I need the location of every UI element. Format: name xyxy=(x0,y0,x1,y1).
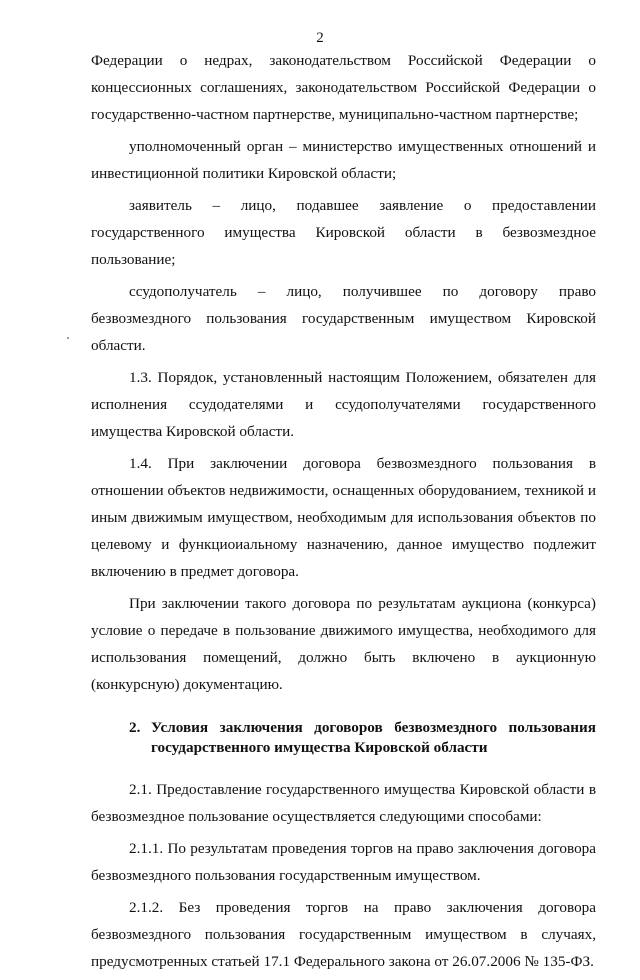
document-body xyxy=(91,47,596,980)
paragraph-continuation: Федерации о недрах, законодательством Российской Федерации о концессионных соглашениях, законодательством Российской Федерации о государственно-частном партнерстве, муниципально-частном партнерстве; xyxy=(91,52,596,123)
paragraph-auction-condition: При заключении такого договора по результатам аукциона (конкурса) условие о передаче в пользование движимого имущества, необходимого для использования помещений, должно быть включено в аукционную (конкурсную) документацию. xyxy=(91,595,596,693)
paragraph-2-1-2: 2.1.2. Без проведения торгов на право заключения договора безвозмездного пользования государственным имуществом в случаях, предусмотренных статьей 17.1 Федерального закона от 26.07.2006 № 135-ФЗ. xyxy=(91,899,596,970)
page-number: 2 xyxy=(316,30,324,46)
paragraph-2-1-1: 2.1.1. По результатам проведения торгов на право заключения договора безвозмездного пользования государственным имуществом. xyxy=(91,840,596,884)
section-heading xyxy=(91,718,596,758)
section-number: 2. xyxy=(129,719,141,736)
paragraph-definition-borrower: ссудополучатель – лицо, получившее по договору право безвозмездного пользования государственным имуществом Кировской области. xyxy=(91,283,596,354)
paragraph-1-4: 1.4. При заключении договора безвозмездного пользования в отношении объектов недвижимости, оснащенных оборудованием, техникой и иным движимым имуществом, необходимым для использования объектов по целевому и функциоиальному назначению, данное имущество подлежит включению в предмет договора. xyxy=(91,455,596,580)
paragraph-1-3: 1.3. Порядок, установленный настоящим Положением, обязателен для исполнения ссудодателями и ссудополучателями государственного имущества Кировской области. xyxy=(91,369,596,440)
section-title: Условия заключения договоров безвозмездного пользования государственного имущества Кировской области xyxy=(151,719,596,756)
paragraph-definition-applicant: заявитель – лицо, подавшее заявление о предоставлении государственного имущества Кировской области в безвозмездное пользование; xyxy=(91,197,596,268)
paragraph-definition-authorized-body: уполномоченный орган – министерство имущественных отношений и инвестиционной политики Кировской области; xyxy=(91,138,596,182)
paragraph-2-1: 2.1. Предоставление государственного имущества Кировской области в безвозмездное пользование осуществляется следующими способами: xyxy=(91,781,596,825)
scan-speck xyxy=(67,337,69,339)
